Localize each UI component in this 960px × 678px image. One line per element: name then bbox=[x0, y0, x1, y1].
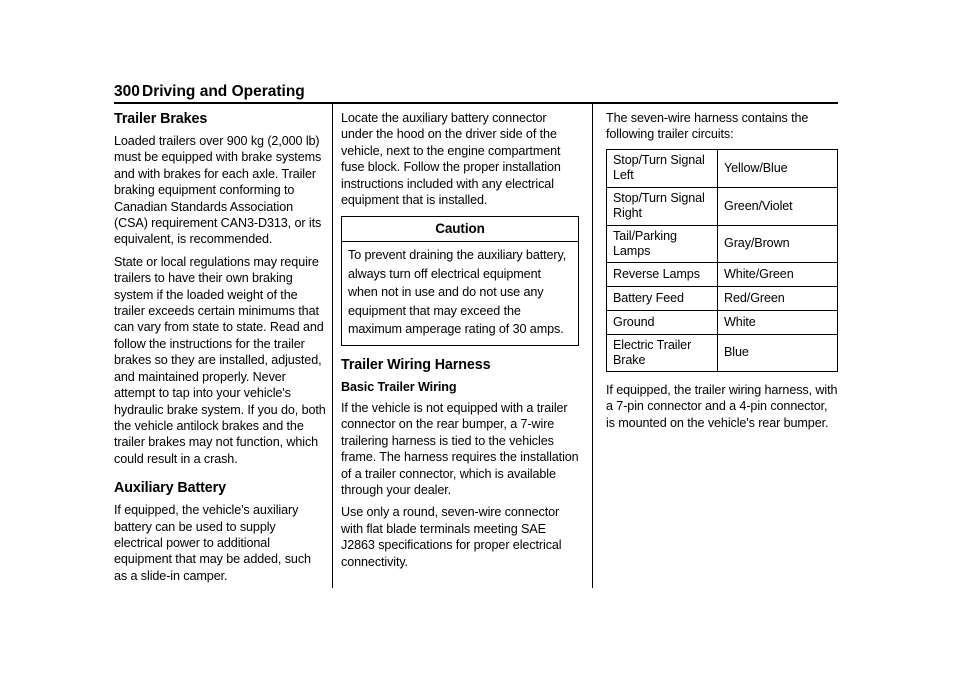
wire-color-cell: White bbox=[718, 310, 838, 334]
battery-connector-paragraph: Locate the auxiliary battery connector under the hood on the driver side of the vehicle, next to the engine compartment fuse block. Follow the proper installation instructions included with any electrical equipment that is installed. bbox=[341, 111, 561, 208]
wire-color-cell: White/Green bbox=[718, 262, 838, 286]
column-left bbox=[114, 110, 326, 590]
table-row bbox=[607, 286, 838, 310]
circuit-cell: Tail/Parking Lamps bbox=[607, 225, 718, 262]
table-row bbox=[607, 187, 838, 225]
trailer-brakes-paragraph-2: State or local regulations may require trailers to have their own braking system if the loaded weight of the trailer exceeds certain minimums that can vary from state to state. Read and follow the instructions for the trailer brakes so they are installed, adjusted, and maintained properly. Never attempt to tap into your vehicle's hydraulic brake system. If you do, both the vehicle antilock brakes and the trailer brakes may not function, which could result in a crash. bbox=[114, 254, 326, 466]
circuit-cell: Electric Trailer Brake bbox=[607, 334, 718, 371]
harness-mount-paragraph: If equipped, the trailer wiring harness, with a 7-pin connector and a 4-pin connector, is mounted on the vehicle's rear bumper. bbox=[606, 382, 838, 430]
circuit-cell: Ground bbox=[607, 310, 718, 334]
page-header bbox=[114, 82, 838, 104]
trailer-brakes-heading: Trailer Brakes bbox=[114, 111, 208, 127]
column-divider-2 bbox=[592, 104, 593, 588]
caution-title: Caution bbox=[342, 217, 578, 242]
column-right bbox=[606, 110, 838, 437]
table-row bbox=[607, 225, 838, 262]
header-rule bbox=[114, 102, 838, 104]
circuit-cell: Reverse Lamps bbox=[607, 262, 718, 286]
auxiliary-battery-heading: Auxiliary Battery bbox=[114, 480, 226, 497]
wiring-paragraph-1: If the vehicle is not equipped with a trailer connector on the rear bumper, a 7-wire trailering harness is tied to the vehicles frame. The harness requires the installation of a trailer connector, which is available through your dealer. bbox=[341, 400, 579, 497]
wire-color-cell: Yellow/Blue bbox=[718, 149, 838, 187]
trailer-brakes-paragraph-1: Loaded trailers over 900 kg (2,000 lb) must be equipped with brake systems and with brakes for each axle. Trailer braking equipment conforming to Canadian Standards Association (CSA) requirement CAN3-D313, or its equivalent, is recommended. bbox=[114, 134, 322, 247]
circuit-cell: Battery Feed bbox=[607, 286, 718, 310]
page-number: 300 bbox=[114, 83, 140, 100]
column-middle bbox=[341, 110, 579, 576]
basic-wiring-heading: Basic Trailer Wiring bbox=[341, 379, 457, 394]
wire-color-cell: Blue bbox=[718, 334, 838, 371]
table-row bbox=[607, 334, 838, 371]
harness-intro: The seven-wire harness contains the following trailer circuits: bbox=[606, 111, 809, 142]
table-row bbox=[607, 310, 838, 334]
circuit-cell: Stop/Turn Signal Left bbox=[607, 149, 718, 187]
wiring-paragraph-2: Use only a round, seven-wire connector with flat blade terminals meeting SAE J2863 specifications for proper electrical connectivity. bbox=[341, 505, 562, 569]
section-title: Driving and Operating bbox=[142, 83, 305, 100]
table-row bbox=[607, 262, 838, 286]
circuits-table bbox=[606, 149, 838, 372]
wire-color-cell: Green/Violet bbox=[718, 187, 838, 225]
column-divider-1 bbox=[332, 104, 333, 588]
caution-body: To prevent draining the auxiliary battery, always turn off electrical equipment when not in use and do not use any equipment that may exceed the maximum amperage rating of 30 amps. bbox=[348, 248, 567, 337]
trailer-wiring-heading: Trailer Wiring Harness bbox=[341, 356, 491, 373]
table-row bbox=[607, 149, 838, 187]
wire-color-cell: Gray/Brown bbox=[718, 225, 838, 262]
auxiliary-battery-paragraph: If equipped, the vehicle's auxiliary battery can be used to supply electrical power to additional equipment that may be added, such as a slide-in camper. bbox=[114, 503, 311, 583]
wire-color-cell: Red/Green bbox=[718, 286, 838, 310]
caution-box bbox=[341, 216, 579, 346]
circuit-cell: Stop/Turn Signal Right bbox=[607, 187, 718, 225]
